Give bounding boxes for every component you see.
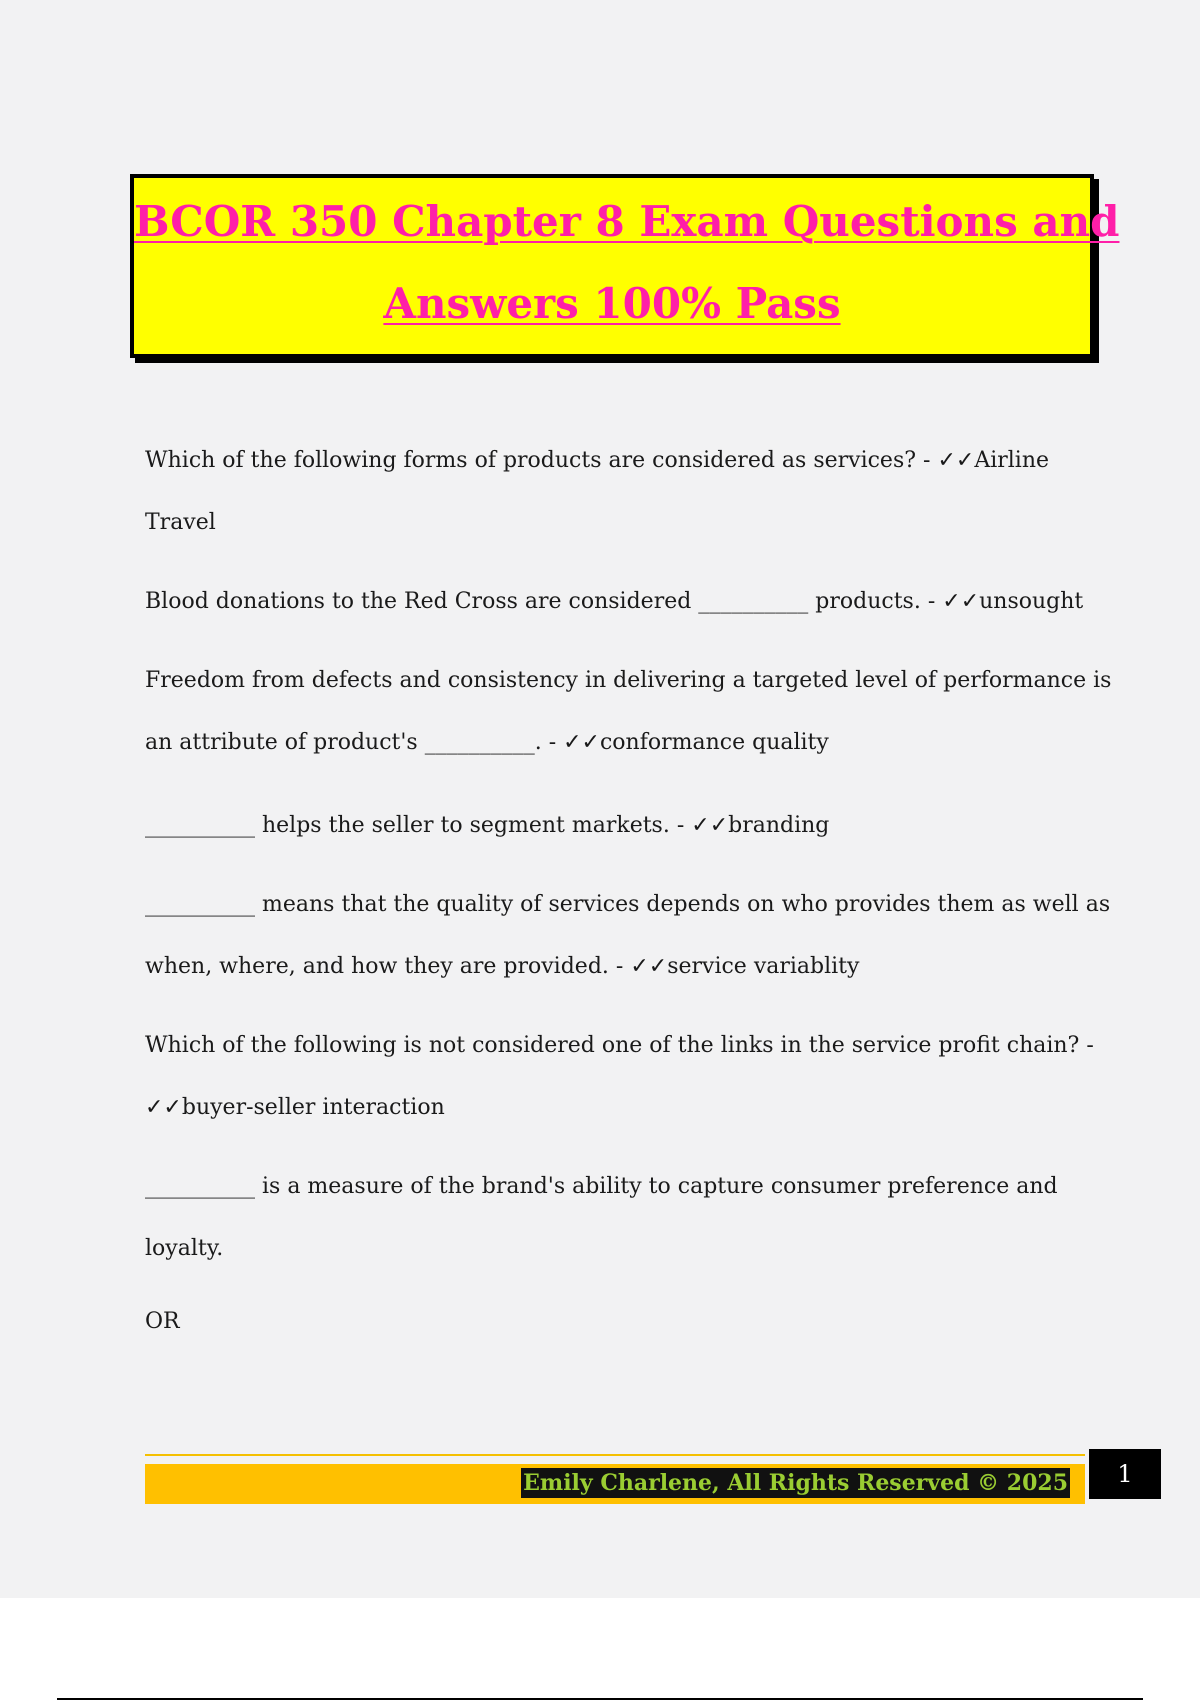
question-5-line-2: when, where, and how they are provided. - ✓✓service variablity [145,954,860,979]
footer-bar [145,1464,1085,1504]
question-2-line-1: Blood donations to the Red Cross are considered __________ products. - ✓✓unsought [145,589,1084,614]
question-6-line-1: Which of the following is not considered one of the links in the service profit chain? - [145,1033,1094,1058]
question-7-line-2: loyalty. [145,1236,224,1261]
question-5-line-1: __________ means that the quality of services depends on who provides them as well as [145,892,1111,917]
page-number: 1 [1089,1449,1161,1499]
question-7-line-3: OR [145,1309,180,1334]
question-6-line-2: ✓✓buyer-seller interaction [145,1095,445,1120]
question-1-line-2: Travel [145,510,216,535]
question-1-line-1: Which of the following forms of products are considered as services? - ✓✓Airline [145,448,1050,473]
footer-divider [145,1454,1085,1456]
title-box [130,174,1120,358]
question-7-line-1: __________ is a measure of the brand's ability to capture consumer preference and [145,1174,1058,1199]
footer-copyright: Emily Charlene, All Rights Reserved © 2025 [523,1470,1068,1496]
question-4-line-1: __________ helps the seller to segment markets. - ✓✓branding [145,813,830,838]
question-3-line-2: an attribute of product's __________. - ✓✓conformance quality [145,730,829,755]
question-3-line-1: Freedom from defects and consistency in delivering a targeted level of performance is [145,668,1112,693]
page-title-line-1: BCOR 350 Chapter 8 Exam Questions and [134,197,1120,246]
page-title-line-2: Answers 100% Pass [383,279,841,328]
